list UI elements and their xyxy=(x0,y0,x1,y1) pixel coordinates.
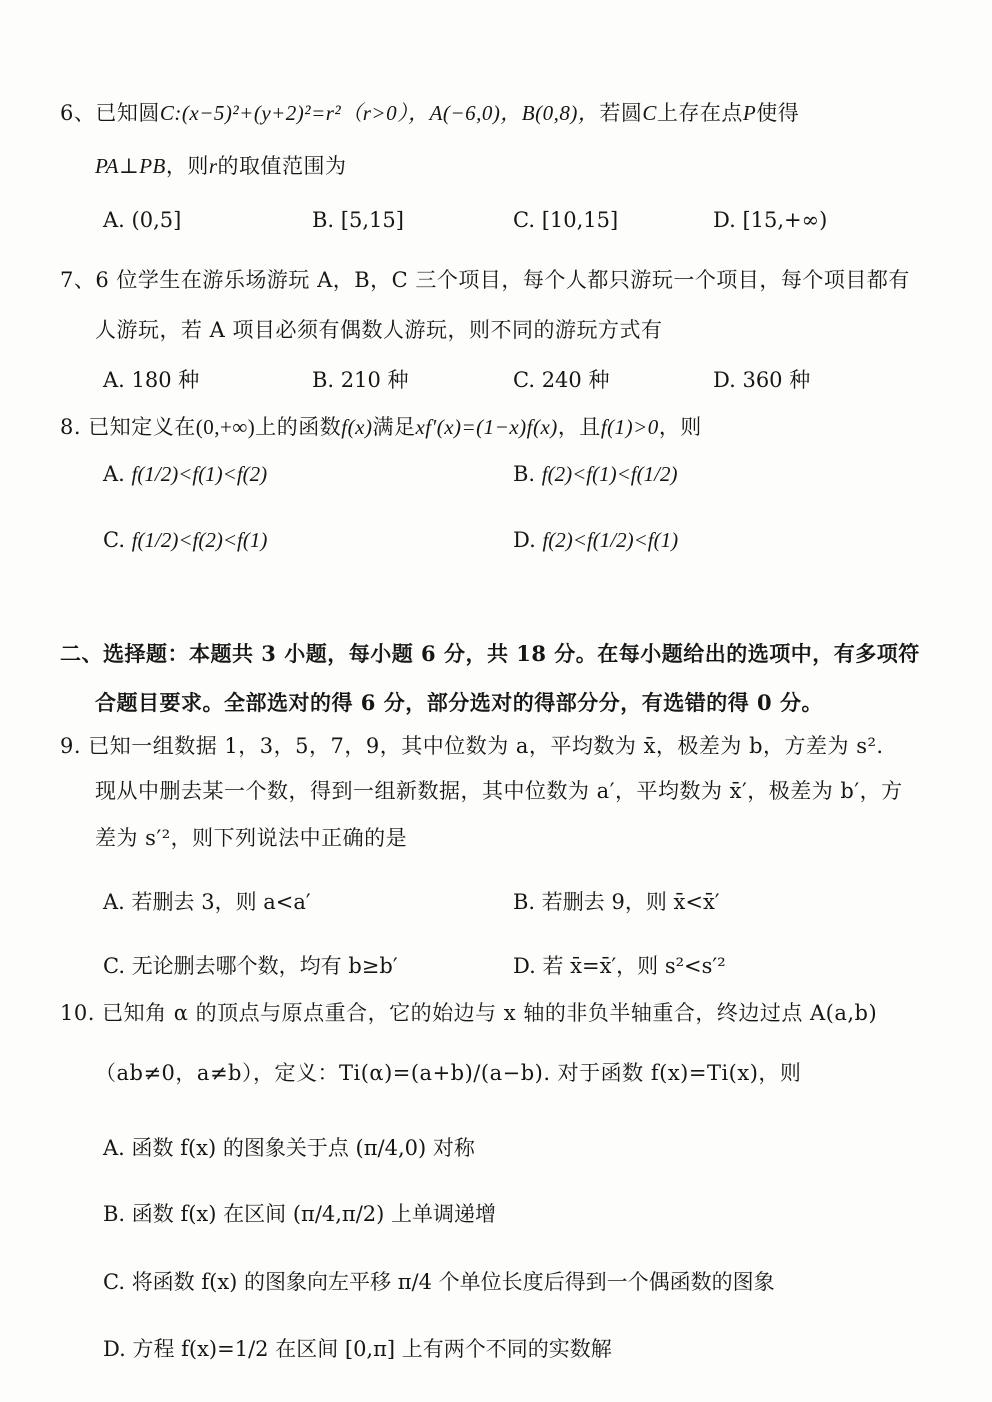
q6-option-c[interactable]: C. [10,15] xyxy=(513,208,619,232)
q10-option-a[interactable]: A. 函数 f(x) 的图象关于点 (π/4,0) 对称 xyxy=(103,1136,475,1160)
section-2-heading-line-1: 二、选择题：本题共 3 小题，每小题 6 分，共 18 分。在每小题给出的选项中，有多项符 xyxy=(60,641,920,666)
question-9-line-3: 差为 s′²，则下列说法中正确的是 xyxy=(95,826,408,850)
q6-option-a[interactable]: A. (0,5] xyxy=(103,208,182,232)
q7-option-c[interactable]: C. 240 种 xyxy=(513,368,610,392)
question-8-line-1: 8. 已知定义在(0,+∞)上的函数f(x)满足xf′(x)=(1−x)f(x)，且f(1)>0，则 xyxy=(60,415,702,439)
question-9-line-1: 9. 已知一组数据 1，3，5，7，9，其中位数为 a，平均数为 x̄，极差为 b，方差为 s². xyxy=(60,734,884,758)
q6-option-d[interactable]: D. [15,+∞) xyxy=(713,208,828,232)
q7-option-d[interactable]: D. 360 种 xyxy=(713,368,811,392)
question-7-number: 7、 xyxy=(60,268,96,292)
q6-option-b[interactable]: B. [5,15] xyxy=(312,208,404,232)
q8-option-a[interactable]: A. f(1/2)<f(1)<f(2) xyxy=(103,462,268,486)
question-6-condition: PA⊥PB xyxy=(95,154,166,178)
question-9-number: 9. xyxy=(60,734,82,758)
question-10-line-1: 10. 已知角 α 的顶点与原点重合，它的始边与 x 轴的非负半轴重合，终边过点 A(a,b) xyxy=(60,1001,878,1025)
question-6-number: 6、 xyxy=(60,101,96,125)
section-2-heading-line-2: 合题目要求。全部选对的得 6 分，部分选对的得部分分，有选错的得 0 分。 xyxy=(95,690,823,715)
q9-option-b[interactable]: B. 若删去 9，则 x̄<x̄′ xyxy=(513,890,720,914)
question-6-line-2: PA⊥PB，则r的取值范围为 xyxy=(95,154,347,178)
q10-option-b[interactable]: B. 函数 f(x) 在区间 (π/4,π/2) 上单调递增 xyxy=(103,1202,497,1226)
q7-option-a[interactable]: A. 180 种 xyxy=(103,368,200,392)
q8-option-c[interactable]: C. f(1/2)<f(2)<f(1) xyxy=(103,528,268,552)
q9-option-d[interactable]: D. 若 x̄=x̄′，则 s²<s′² xyxy=(513,954,726,978)
question-10-number: 10. xyxy=(60,1001,95,1025)
question-7-line-1: 7、6 位学生在游乐场游玩 A，B，C 三个项目，每个人都只游玩一个项目，每个项目都有 xyxy=(60,268,910,292)
question-6-circle-equation: C:(x−5)²+(y+2)²=r²（r>0），A(−6,0)，B(0,8)， xyxy=(159,101,600,125)
question-7-line-2: 人游玩，若 A 项目必须有偶数人游玩，则不同的游玩方式有 xyxy=(95,318,663,342)
q7-option-b[interactable]: B. 210 种 xyxy=(312,368,409,392)
q8-option-d[interactable]: D. f(2)<f(1/2)<f(1) xyxy=(513,528,679,552)
question-10-line-2 xyxy=(95,1057,801,1087)
q9-option-c[interactable]: C. 无论删去哪个数，均有 b≥b′ xyxy=(103,954,398,978)
q10-option-d[interactable]: D. 方程 f(x)=1/2 在区间 [0,π] 上有两个不同的实数解 xyxy=(103,1337,612,1361)
question-9-line-2: 现从中删去某一个数，得到一组新数据，其中位数为 a′，平均数为 x̄′，极差为 b′，方 xyxy=(95,779,903,803)
question-8-equation: xf′(x)=(1−x)f(x) xyxy=(415,415,558,439)
q9-option-a[interactable]: A. 若删去 3，则 a<a′ xyxy=(103,890,311,914)
q8-option-b[interactable]: B. f(2)<f(1)<f(1/2) xyxy=(513,462,678,486)
question-6-line-1: 6、已知圆C:(x−5)²+(y+2)²=r²（r>0），A(−6,0)，B(0,8)，若圆C上存在点P使得 xyxy=(60,101,800,125)
question-8-number: 8. xyxy=(60,415,82,439)
q10-option-c[interactable]: C. 将函数 f(x) 的图象向左平移 π/4 个单位长度后得到一个偶函数的图象 xyxy=(103,1270,775,1294)
question-10-definition: （ab≠0，a≠b），定义：Ti(α)=(a+b)/(a−b). 对于函数 f(x)=Ti(x)，则 xyxy=(95,1061,802,1085)
